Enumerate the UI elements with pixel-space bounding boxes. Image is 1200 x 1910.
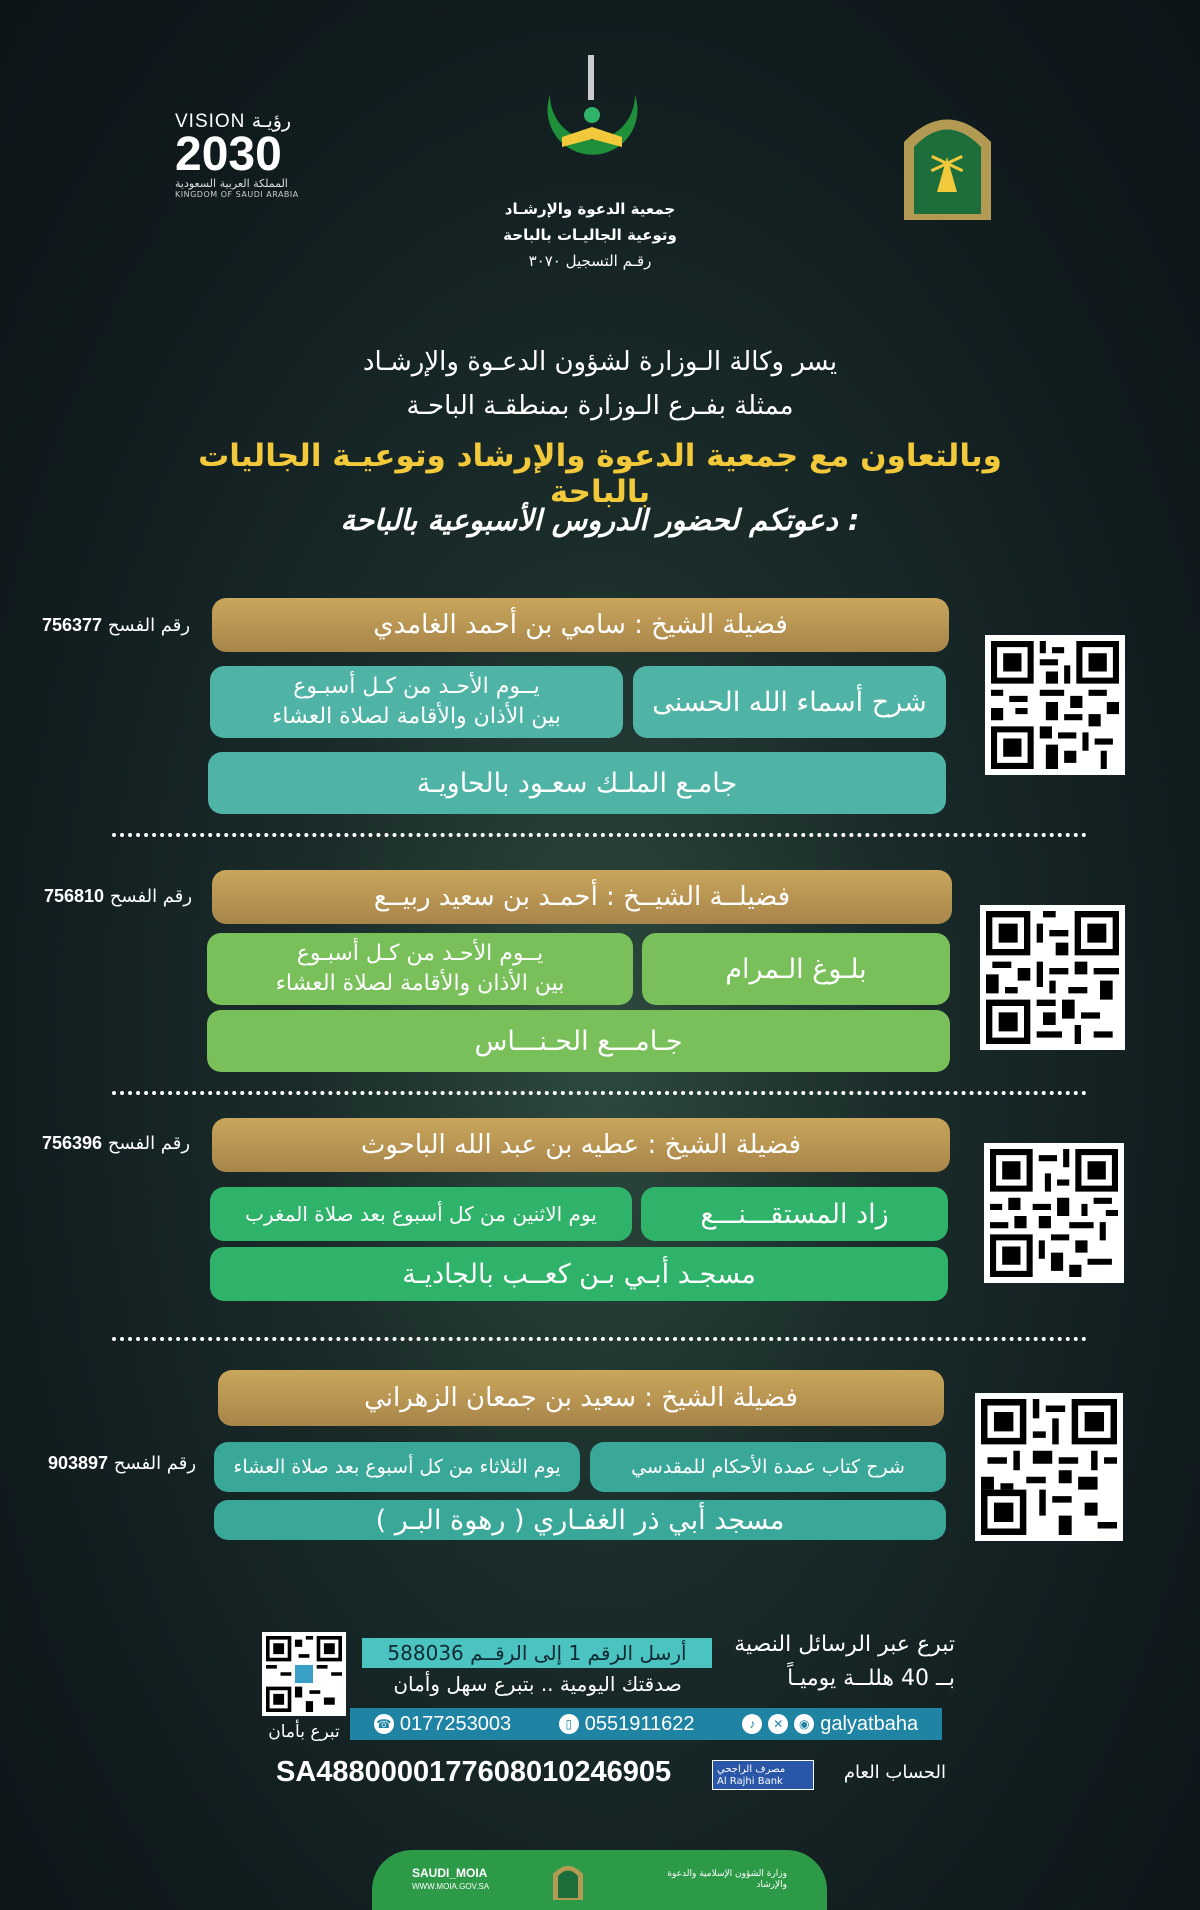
vision-year: 2030 (175, 128, 282, 181)
sms-donation-title (715, 1628, 955, 1696)
landline-contact[interactable] (374, 1713, 511, 1736)
sms-instruction: أرسل الرقم 1 إلى الرقــم 588036 (362, 1638, 712, 1668)
lesson3-sheikh: فضيلة الشيخ : عطيه بن عبد الله الباحوث (212, 1118, 950, 1172)
divider-3 (112, 1337, 1087, 1341)
lesson1-place: جامـع الملـك سعـود بالحاويـة (208, 752, 946, 814)
social-contact[interactable] (742, 1713, 918, 1736)
lesson1-qr-code[interactable] (985, 635, 1125, 775)
lesson4-topic: شرح كتاب عمدة الأحكام للمقدسي (590, 1442, 946, 1492)
lesson1-time (210, 666, 623, 738)
ministry-small-emblem (551, 1860, 585, 1900)
divider-1 (112, 833, 1087, 837)
mobile-number: 0551911622 (584, 1712, 695, 1735)
lesson2-time (207, 933, 633, 1005)
vision-kingdom-ar: المملكة العربية السعودية (175, 177, 288, 190)
x-icon: ✕ (768, 1714, 788, 1734)
lesson4-time: يوم الثلاثاء من كل أسبوع بعد صلاة العشاء (214, 1442, 580, 1492)
qr-pattern-3 (990, 1149, 1118, 1277)
lesson3-time: يوم الاثنين من كل أسبوع بعد صلاة المغرب (210, 1187, 632, 1241)
lesson3-topic: زاد المستقـــنـــع (641, 1187, 948, 1241)
lesson1-time-day: يــوم الأحـد من كـل أسبـوع (293, 674, 540, 699)
social-handle: galyatbaha (820, 1712, 919, 1735)
lesson1-permit (42, 615, 190, 636)
tiktok-icon: ♪ (742, 1714, 762, 1734)
lesson4-place: مسجد أبي ذر الغفـاري ( رهوة البـر ) (214, 1500, 946, 1540)
association-registration: رقـم التسجيل ٣٠٧٠ (528, 252, 652, 270)
ministry-name: وزارة الشؤون الإسلامية والدعوة والإرشاد (667, 1869, 787, 1890)
vision-label: VISION رؤيـة (175, 111, 292, 132)
lesson4-sheikh: فضيلة الشيخ : سعيد بن جمعان الزهراني (218, 1370, 944, 1426)
association-name-line2: وتوعية الجاليـات بالباحة (503, 226, 677, 244)
landline-number: 0177253003 (399, 1712, 512, 1735)
lesson3-permit-number: 756396 (42, 1133, 103, 1153)
vision-2030-logo (175, 110, 335, 199)
lesson1-sheikh: فضيلة الشيخ : سامي بن أحمد الغامدي (212, 598, 949, 652)
lesson3-place: مسجـد أبـي بـن كعــب بالجاديـة (210, 1247, 948, 1301)
sms-title-line2: بــ 40 هللــة يوميـاً (787, 1666, 955, 1691)
account-label: الحساب العام (843, 1762, 946, 1783)
lesson3-qr-code[interactable] (984, 1143, 1124, 1283)
iban-number: SA4880000177608010246905 (276, 1756, 672, 1788)
qr-pattern-4 (981, 1399, 1117, 1535)
moia-handle: SAUDI_MOIA (412, 1866, 488, 1880)
intro-line1: يسر وكالة الـوزارة لشؤون الدعـوة والإرشـاد (362, 347, 838, 377)
lesson2-permit-label: رقم الفسح (109, 886, 193, 907)
association-name-line1: جمعية الدعوة والإرشـاد (504, 200, 676, 218)
association-name (460, 196, 720, 274)
lesson3-permit-label: رقم الفسح (107, 1133, 191, 1154)
lesson2-qr-code[interactable] (980, 905, 1125, 1050)
contact-bar (350, 1708, 942, 1740)
intro-cooperation-headline: وبالتعاون مع جمعية الدعوة والإرشاد وتوعيـة الجاليات بالباحة (198, 438, 1002, 510)
sms-title-line1: تبرع عبر الرسائل النصية (734, 1632, 955, 1657)
intro-invitation: دعوتكم لحضور الدروس الأسبوعية بالباحة : (340, 503, 860, 537)
lesson3-permit (42, 1133, 190, 1154)
moia-social[interactable] (412, 1867, 489, 1893)
divider-2 (112, 1091, 1087, 1095)
lesson4-qr-code[interactable] (975, 1393, 1123, 1541)
lesson1-permit-number: 756377 (42, 615, 103, 635)
lesson2-permit (44, 886, 192, 907)
donate-qr-code[interactable] (262, 1632, 346, 1716)
lesson1-permit-label: رقم الفسح (107, 615, 191, 636)
bank-name-en: Al Rajhi Bank (717, 1776, 783, 1787)
mobile-contact[interactable] (559, 1713, 695, 1736)
intro-text (150, 340, 1050, 428)
association-logo (530, 55, 655, 175)
ministry-emblem (900, 102, 995, 220)
lesson2-topic: بلـوغ الـمرام (642, 933, 950, 1005)
qr-pattern-2 (986, 911, 1119, 1044)
mobile-icon: ▯ (559, 1714, 579, 1734)
lesson2-time-day: يــوم الأحـد من كـل أسبـوع (296, 941, 544, 966)
sms-tagline: صدقتك اليومية .. بتبرع سهل وأمان (393, 1672, 682, 1696)
lesson2-sheikh: فضيلــة الشيــخ : أحمـد بن سعيد ربيــع (212, 870, 952, 924)
lesson1-topic: شرح أسماء الله الحسنى (633, 666, 946, 738)
lesson4-permit-label: رقم الفسح (113, 1453, 197, 1474)
lesson1-time-prayer: بين الأذان والأقامة لصلاة العشاء (272, 704, 561, 729)
lesson4-permit-number: 903897 (48, 1453, 109, 1473)
donate-qr-label: تبرع بأمان (268, 1722, 340, 1742)
moia-website: WWW.MOIA.GOV.SA (412, 1882, 490, 1891)
vision-kingdom-en: KINGDOM OF SAUDI ARABIA (175, 190, 299, 199)
phone-icon: ☎ (374, 1714, 394, 1734)
qr-pattern-1 (991, 641, 1119, 769)
snapchat-icon: ◉ (794, 1714, 814, 1734)
lesson2-place: جـامـــع الحـنـــاس (207, 1010, 950, 1072)
al-rajhi-bank-logo (712, 1760, 814, 1790)
lesson4-permit (48, 1453, 196, 1474)
intro-line2: ممثلة بفـرع الـوزارة بمنطقـة الباحـة (406, 391, 794, 421)
ministry-bottom-bar (372, 1850, 827, 1910)
lesson2-time-prayer: بين الأذان والأقامة لصلاة العشاء (275, 971, 565, 996)
qr-pattern-donate (266, 1636, 342, 1712)
bank-name-ar: مصرف الراجحي (717, 1764, 786, 1775)
lesson2-permit-number: 756810 (44, 886, 105, 906)
